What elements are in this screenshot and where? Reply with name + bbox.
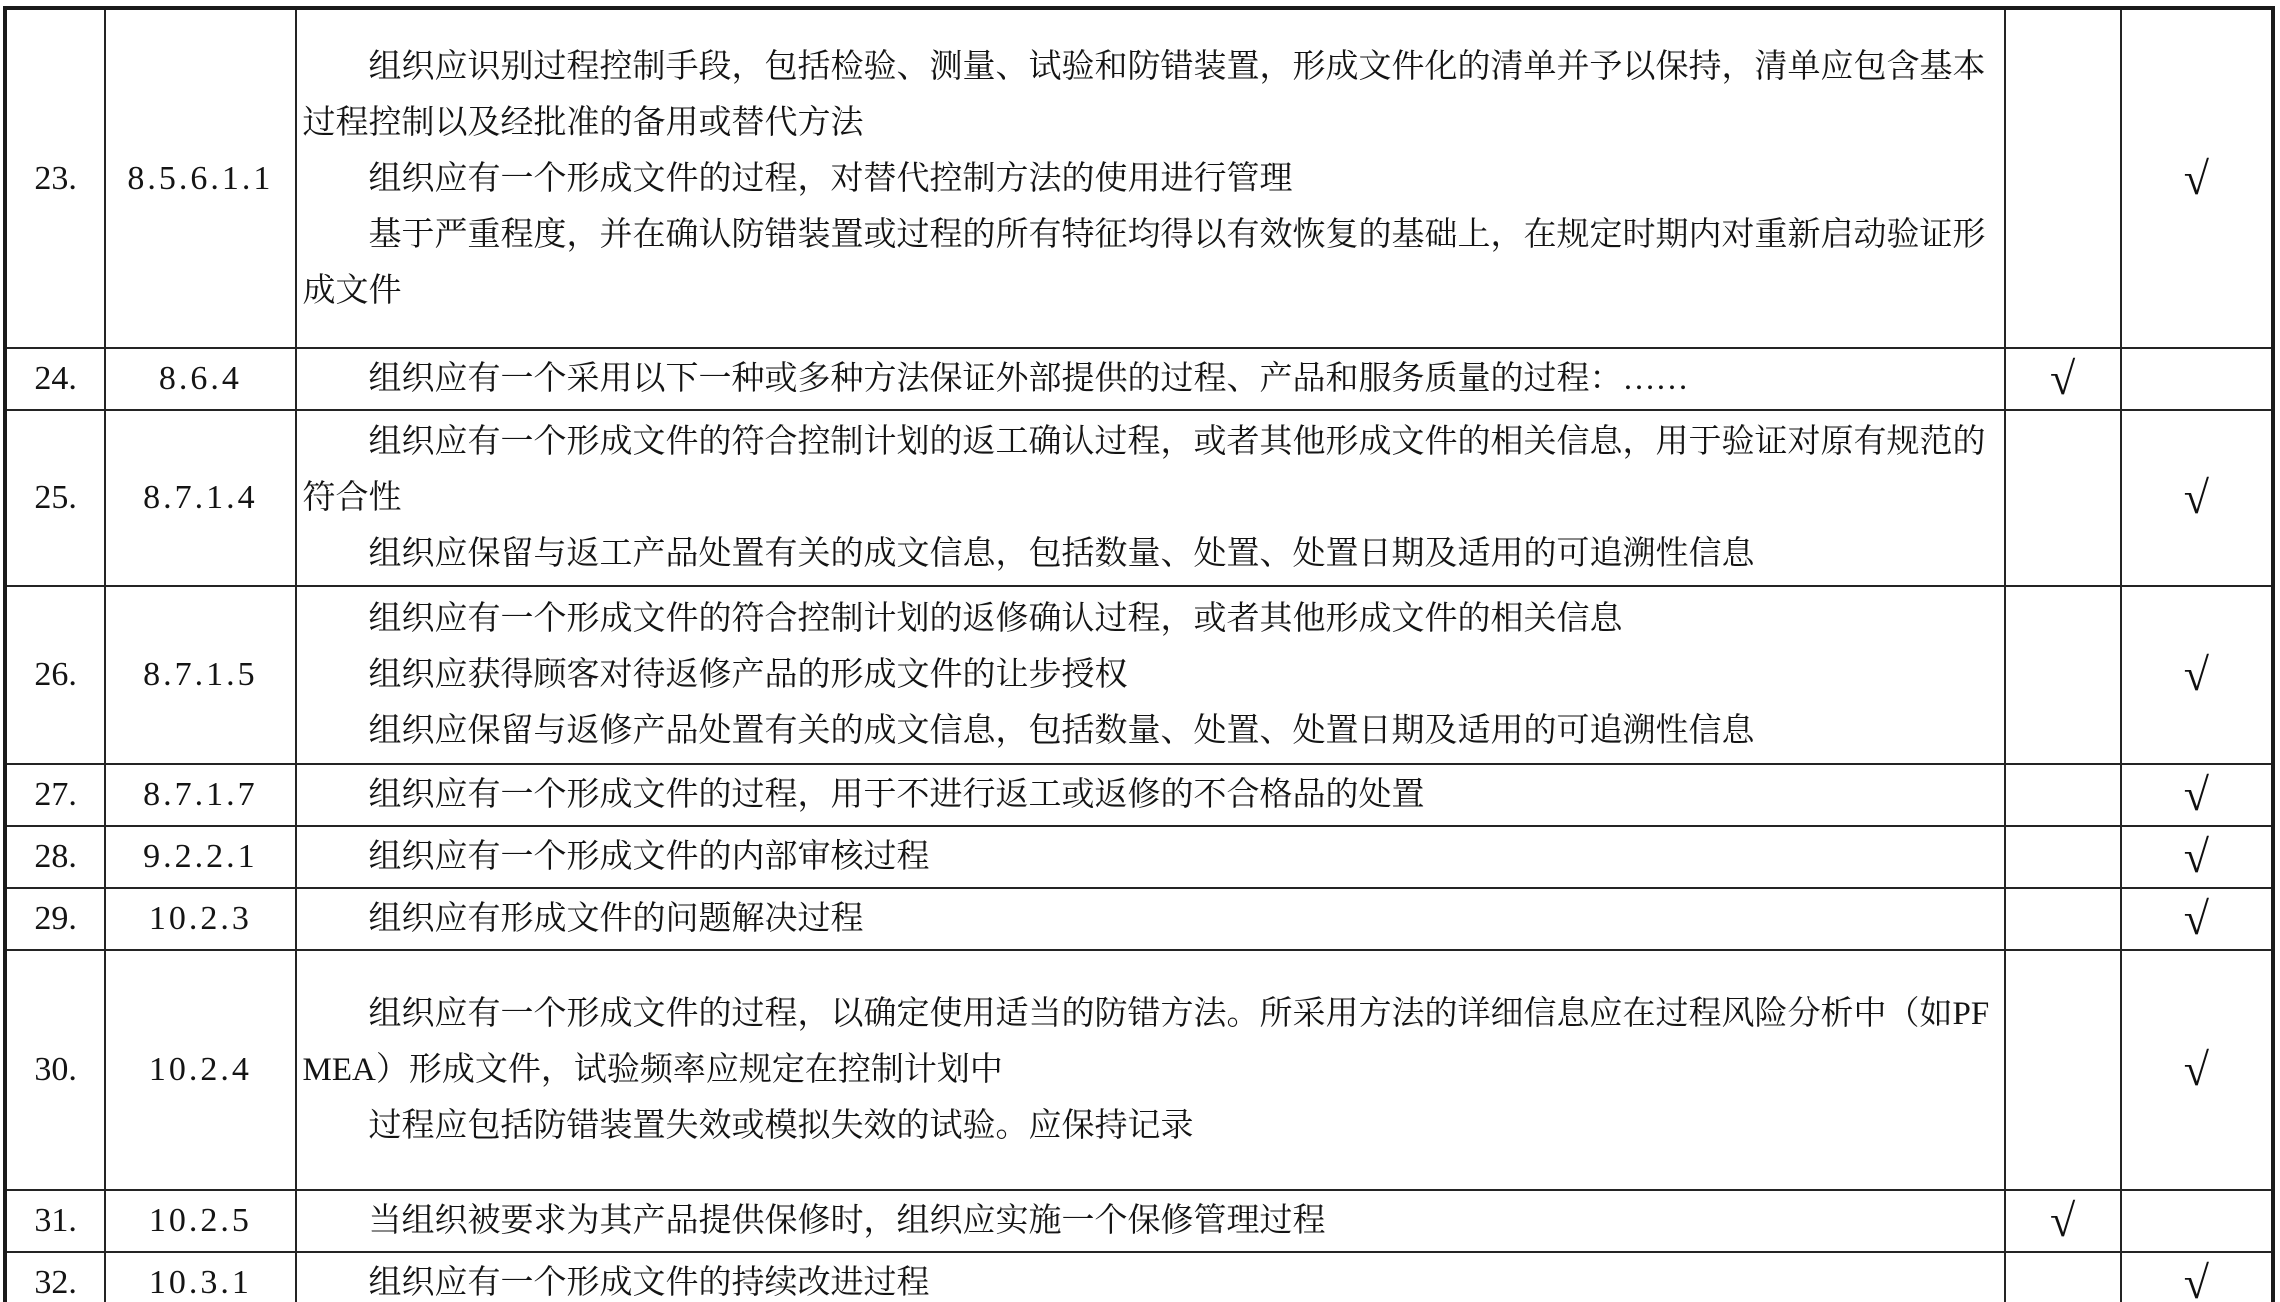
clause-number: 8.5.6.1.1 — [127, 159, 274, 197]
clause-number: 8.7.1.7 — [143, 776, 258, 813]
checkmark: √ — [2183, 831, 2209, 882]
checkmark-cell-second — [2121, 826, 2273, 888]
checkmark-cell-first — [2005, 8, 2121, 348]
requirement-paragraph: 组织应有一个形成文件的过程，用于不进行返工或返修的不合格品的处置 — [368, 777, 1425, 813]
table-row — [5, 826, 2273, 888]
checkmark: √ — [2183, 893, 2209, 944]
row-number: 25. — [34, 479, 77, 516]
requirement-paragraph: 组织应获得顾客对待返修产品的形成文件的让步授权 — [368, 657, 1128, 693]
requirement-paragraph: 过程应包括防错装置失效或模拟失效的试验。应保持记录 — [368, 1108, 1194, 1144]
table-row — [5, 410, 2273, 586]
checkmark: √ — [2049, 1195, 2076, 1246]
checkmark: √ — [2183, 1257, 2209, 1302]
checkmark-cell-first — [2005, 1190, 2121, 1252]
requirement-text-cell — [296, 348, 2005, 410]
clause-number: 8.7.1.5 — [143, 656, 258, 693]
row-number-cell — [5, 8, 105, 348]
clause-number: 10.2.3 — [148, 900, 252, 937]
clause-number-cell — [105, 1190, 295, 1252]
requirement-paragraph: 组织应识别过程控制手段，包括检验、测量、试验和防错装置，形成文件化的清单并予以保持，清单应包含基本过程控制以及经批准的备用或替代方法 — [302, 48, 1986, 141]
table-row — [5, 1190, 2273, 1252]
requirement-text-cell — [296, 586, 2005, 764]
row-number: 29. — [34, 900, 77, 937]
clause-number: 10.2.4 — [148, 1051, 252, 1088]
clause-number-cell — [105, 348, 295, 410]
checkmark-cell-first — [2005, 1252, 2121, 1302]
table-row — [5, 586, 2273, 764]
requirement-text-cell — [296, 888, 2005, 950]
checkmark-cell-second — [2121, 764, 2273, 826]
row-number: 30. — [34, 1051, 77, 1088]
checkmark-cell-second — [2121, 950, 2273, 1190]
row-number-cell — [5, 888, 105, 950]
requirement-text-cell — [296, 410, 2005, 586]
row-number-cell — [5, 410, 105, 586]
requirement-paragraph: 基于严重程度，并在确认防错装置或过程的所有特征均得以有效恢复的基础上，在规定时期内对重新启动验证形成文件 — [302, 216, 1986, 309]
requirement-text-cell — [296, 826, 2005, 888]
row-number: 28. — [34, 838, 77, 875]
row-number: 24. — [34, 360, 77, 397]
requirement-paragraph: 组织应有一个形成文件的内部审核过程 — [368, 839, 930, 875]
checkmark-cell-first — [2005, 888, 2121, 950]
checkmark: √ — [2183, 769, 2209, 820]
checkmark-cell-second — [2121, 410, 2273, 586]
requirement-paragraph: 组织应有形成文件的问题解决过程 — [368, 901, 864, 937]
clause-number: 9.2.2.1 — [143, 838, 258, 875]
clause-number-cell — [105, 586, 295, 764]
table-body — [5, 8, 2273, 1302]
requirement-paragraph: 组织应有一个形成文件的符合控制计划的返修确认过程，或者其他形成文件的相关信息 — [368, 601, 1623, 637]
checkmark-cell-first — [2005, 410, 2121, 586]
checkmark: √ — [2183, 1044, 2209, 1095]
table-row — [5, 888, 2273, 950]
requirement-paragraph: 组织应有一个形成文件的过程，以确定使用适当的防错方法。所采用方法的详细信息应在过程风险分析中（如PFMEA）形成文件，试验频率应规定在控制计划中 — [302, 996, 1990, 1088]
clause-number-cell — [105, 1252, 295, 1302]
checkmark: √ — [2049, 353, 2076, 404]
row-number: 31. — [34, 1202, 77, 1239]
requirement-paragraph: 组织应有一个采用以下一种或多种方法保证外部提供的过程、产品和服务质量的过程：…… — [368, 361, 1689, 397]
clause-number-cell — [105, 950, 295, 1190]
clause-number: 10.2.5 — [148, 1202, 252, 1239]
checkmark-cell-second — [2121, 1190, 2273, 1252]
clause-number: 10.3.1 — [148, 1264, 252, 1301]
requirements-checklist-table — [3, 6, 2275, 1302]
requirement-paragraph: 组织应有一个形成文件的符合控制计划的返工确认过程，或者其他形成文件的相关信息，用于验证对原有规范的符合性 — [302, 424, 1986, 516]
row-number: 27. — [34, 776, 77, 813]
checkmark-cell-second — [2121, 348, 2273, 410]
table-row — [5, 950, 2273, 1190]
table-row — [5, 348, 2273, 410]
requirement-text-cell — [296, 1252, 2005, 1302]
requirement-paragraph: 组织应保留与返修产品处置有关的成文信息，包括数量、处置、处置日期及适用的可追溯性信息 — [368, 713, 1755, 749]
row-number-cell — [5, 1190, 105, 1252]
clause-number: 8.6.4 — [158, 360, 242, 397]
requirement-paragraph: 组织应保留与返工产品处置有关的成文信息，包括数量、处置、处置日期及适用的可追溯性信息 — [368, 536, 1755, 572]
row-number-cell — [5, 950, 105, 1190]
requirement-text-cell — [296, 764, 2005, 826]
checkmark: √ — [2183, 472, 2209, 523]
requirement-paragraph: 组织应有一个形成文件的过程，对替代控制方法的使用进行管理 — [368, 160, 1293, 197]
clause-number-cell — [105, 8, 295, 348]
checkmark-cell-first — [2005, 348, 2121, 410]
checkmark: √ — [2183, 649, 2209, 700]
clause-number-cell — [105, 888, 295, 950]
clause-number-cell — [105, 410, 295, 586]
checkmark-cell-first — [2005, 586, 2121, 764]
clause-number-cell — [105, 826, 295, 888]
checkmark-cell-second — [2121, 586, 2273, 764]
row-number: 32. — [34, 1264, 77, 1301]
table-row — [5, 8, 2273, 348]
row-number-cell — [5, 764, 105, 826]
row-number: 26. — [34, 656, 77, 693]
table-row — [5, 764, 2273, 826]
row-number-cell — [5, 826, 105, 888]
row-number-cell — [5, 1252, 105, 1302]
table-row — [5, 1252, 2273, 1302]
requirement-paragraph: 组织应有一个形成文件的持续改进过程 — [368, 1265, 930, 1301]
clause-number-cell — [105, 764, 295, 826]
row-number-cell — [5, 586, 105, 764]
checkmark-cell-first — [2005, 764, 2121, 826]
row-number-cell — [5, 348, 105, 410]
checkmark-cell-second — [2121, 1252, 2273, 1302]
checkmark: √ — [2183, 152, 2209, 204]
requirement-paragraph: 当组织被要求为其产品提供保修时，组织应实施一个保修管理过程 — [368, 1203, 1326, 1239]
row-number: 23. — [34, 159, 77, 197]
requirement-text-cell — [296, 1190, 2005, 1252]
clause-number: 8.7.1.4 — [143, 479, 258, 516]
requirement-text-cell — [296, 8, 2005, 348]
checkmark-cell-first — [2005, 950, 2121, 1190]
requirement-text-cell — [296, 950, 2005, 1190]
checkmark-cell-second — [2121, 888, 2273, 950]
checkmark-cell-second — [2121, 8, 2273, 348]
checkmark-cell-first — [2005, 826, 2121, 888]
